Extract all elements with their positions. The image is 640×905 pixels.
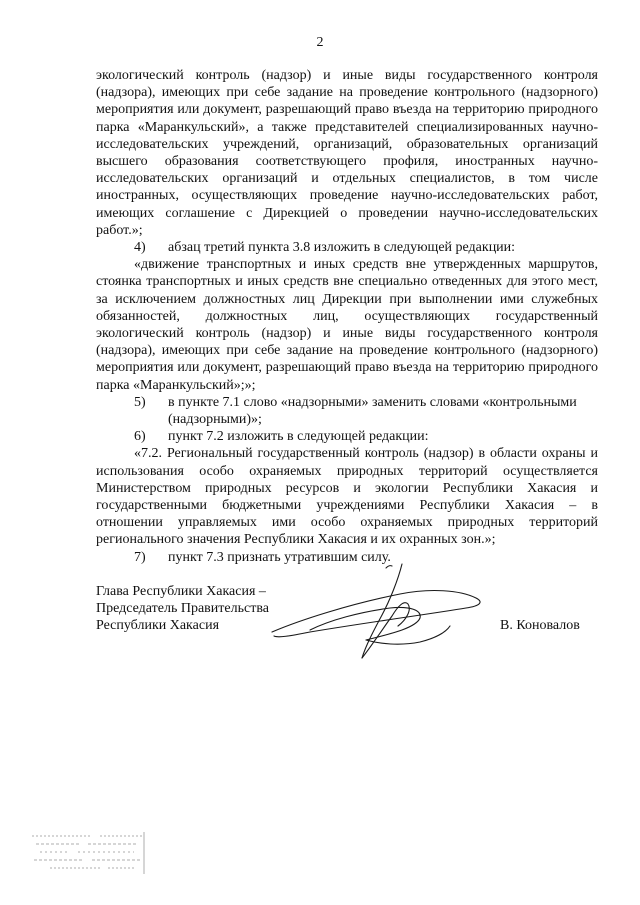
item-text: в пункте 7.1 слово «надзорными» заменить словами «контрольными (надзорными)»; — [168, 394, 577, 428]
item-text: пункт 7.3 признать утратившим силу. — [168, 549, 391, 565]
signatory-title-line: Председатель Правительства — [96, 601, 269, 617]
list-item — [96, 428, 598, 445]
registration-stamp — [30, 828, 150, 880]
list-item — [96, 394, 598, 428]
document-body — [96, 67, 598, 566]
signatory-title-line: Глава Республики Хакасия – — [96, 584, 266, 599]
paragraph-continuation: экологический контроль (надзор) и иные виды государственного контроля (надзора), имеющих при себе задание на проведение контрольного (надзорного) мероприятия или документ, разрешающий право въезда на территорию природного парка «Маранкульский», а также представителей специализированных научно-исследовательских учреждений, организаций, образовательных организаций высшего образования соответствующего профиля, иностранных научно-исследовательских организаций и отдельных специалистов, в том числе иностранных, осуществляющих проведение научно-исследовательских работ, имеющих соглашение с Дирекцией о проведении научно-исследовательских работ.»; — [96, 68, 598, 238]
item-text: пункт 7.2 изложить в следующей редакции: — [168, 429, 429, 445]
handwritten-signature — [270, 560, 500, 670]
item-text: абзац третий пункта 3.8 изложить в следующей редакции: — [168, 240, 516, 256]
item-number: 4) — [134, 240, 146, 256]
quoted-amendment: «7.2. Региональный государственный контроль (надзор) в области охраны и использования особо охраняемых природных территорий осуществляется Министерством природных ресурсов и экологии Республики Хакасия и государственными бюджетными учреждениями Республики Хакасия – в отношении управляемых ими особо охраняемых природных территорий регионального значения Республики Хакасия и их охранных зон.»; — [96, 446, 598, 548]
signatory-title-line: Республики Хакасия — [96, 618, 220, 634]
item-number: 7) — [134, 549, 146, 565]
page-number: 2 — [316, 35, 324, 50]
quoted-amendment: «движение транспортных и иных средств вне утвержденных маршрутов, стоянка транспортных и иных средств вне специально отведенных для этого мест, за исключением должностных лиц Дирекции при выполнении ими служебных обязанностей, должностных лиц, осуществляющих государственный экологический контроль (надзор) и иные виды государственного контроля (надзора), имеющих при себе задание на проведение контрольного (надзорного) мероприятия или документ, разрешающий право въезда на территорию природного парка «Маранкульский»;»; — [96, 257, 598, 393]
list-item — [96, 239, 598, 256]
item-number: 6) — [134, 429, 146, 445]
signer-name: В. Коновалов — [500, 618, 580, 633]
item-number: 5) — [134, 394, 146, 410]
signatory-title — [96, 583, 269, 635]
